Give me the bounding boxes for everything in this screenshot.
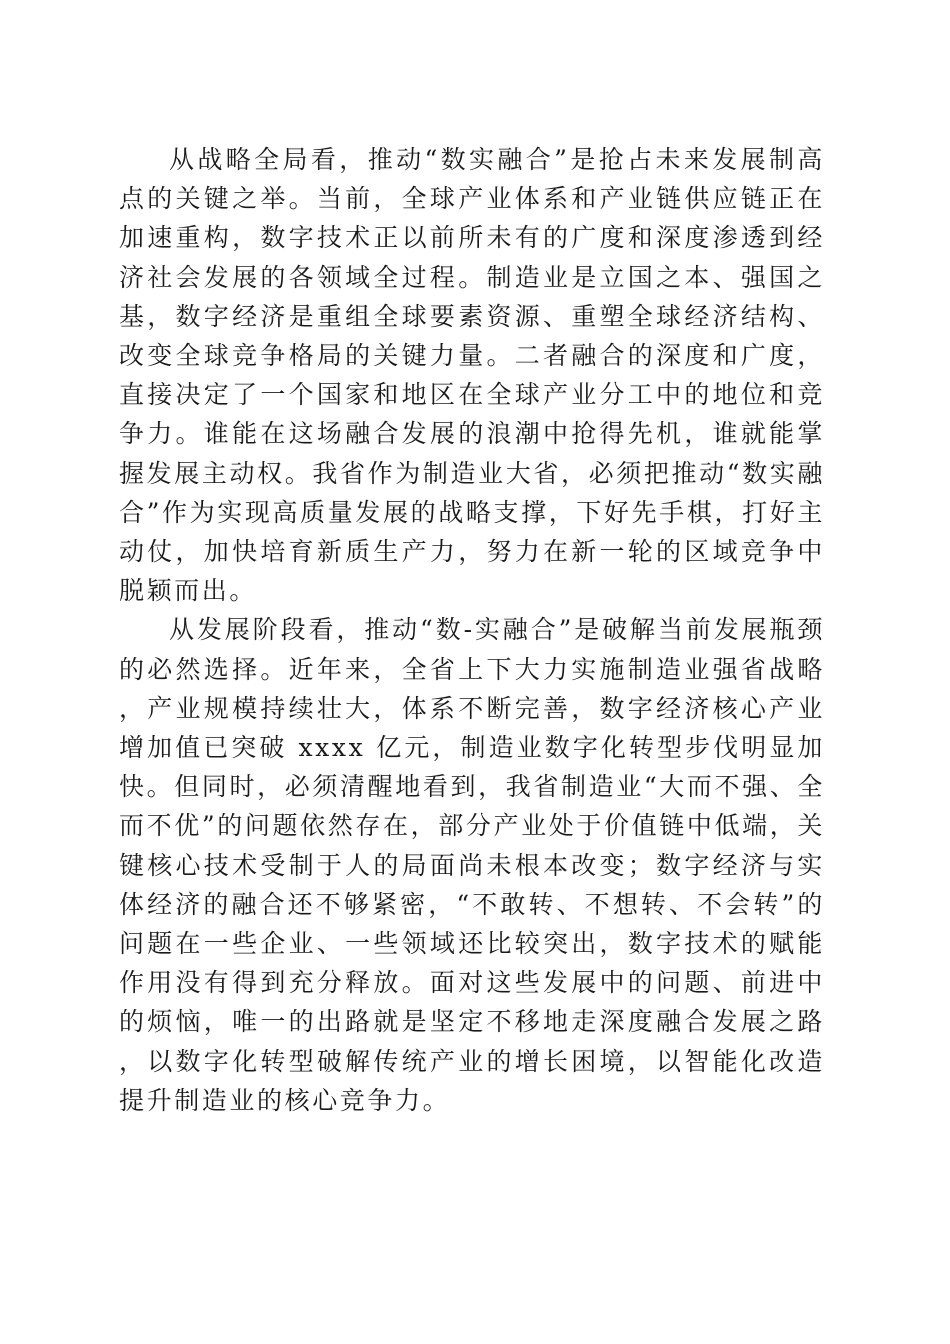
paragraph-strategic-overview: 从战略全局看，推动“数实融合”是抢占未来发展制高点的关键之举。当前，全球产业体系和产业链供应链正在加速重构，数字技术正以前所未有的广度和深度渗透到经济社会发展的各领域全过程。制造业是立国之本、强国之基，数字经济是重组全球要素资源、重塑全球经济结构、改变全球竞争格局的关键力量。二者融合的深度和广度，直接决定了一个国家和地区在全球产业分工中的地位和竞争力。谁能在这场融合发展的浪潮中抢得先机，谁就能掌握发展主动权。我省作为制造业大省，必须把推动“数实融合”作为实现高质量发展的战略支撑，下好先手棋，打好主动仗，加快培育新质生产力，努力在新一轮的区域竞争中脱颖而出。 (119, 145, 825, 606)
paragraph-development-stage: 从发展阶段看，推动“数-实融合”是破解当前发展瓶颈的必然选择。近年来，全省上下大力实施制造业强省战略，产业规模持续壮大，体系不断完善，数字经济核心产业增加值已突破 xxxx 亿元，制造业数字化转型步伐明显加快。但同时，必须清醒地看到，我省制造业“大而不强、全而不优”的问题依然存在，部分产业处于价值链中低端，关键核心技术受制于人的局面尚未根本改变；数字经济与实体经济的融合还不够紧密，“不敢转、不想转、不会转”的问题在一些企业、一些领域还比较突出，数字技术的赋能作用没有得到充分释放。面对这些发展中的问题、前进中的烦恼，唯一的出路就是坚定不移地走深度融合发展之路，以数字化转型破解传统产业的增长困境，以智能化改造提升制造业的核心竞争力。 (119, 615, 825, 1115)
document-body (119, 140, 825, 1120)
